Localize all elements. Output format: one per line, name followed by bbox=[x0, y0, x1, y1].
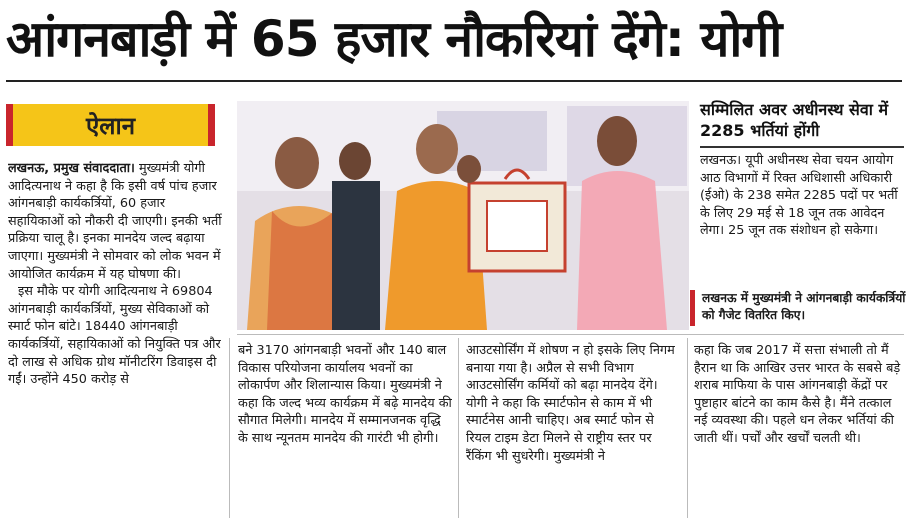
col1-para2: इस मौके पर योगी आदित्यनाथ ने 69804 आंगनबाड़ी कार्यकर्त्रियों, मुख्य सेविकाओं को स्मार्ट फोन बांटे। 18440 आंगनबाड़ी कार्यकर्त्रियों, सहायिकाओं को नियुक्ति पत्र और दो लाख से अधिक ग्रोथ मॉनीटरिंग डिवाइस दी गईं। उन्होंने 450 करोड़ से bbox=[8, 284, 221, 388]
sidebar-body bbox=[700, 152, 904, 282]
column-divider-2 bbox=[458, 338, 459, 518]
article-column-1 bbox=[8, 160, 224, 520]
col3-text: आउटसोर्सिंग में शोषण न हो इसके लिए निगम बनाया गया है। अप्रैल से सभी विभाग आउटसोर्सिंग कर्मियों को बढ़ा मानदेय देंगे। योगी ने कहा कि स्मार्टफोन से काम में भी स्मार्टनेस आनी चाहिए। अब स्मार्ट फोन से रियल टाइम डेटा मिलने से राष्ट्रीय स्तर पर रैंकिंग भी सुधरेगी। मुख्यमंत्री ने bbox=[466, 343, 675, 464]
photo-illustration bbox=[237, 101, 689, 330]
byline: लखनऊ, प्रमुख संवाददाता। bbox=[8, 161, 135, 176]
column-divider-1 bbox=[229, 338, 230, 518]
tag-left-bar bbox=[6, 104, 13, 146]
announcement-tag bbox=[8, 104, 213, 146]
col2-text: बने 3170 आंगनबाड़ी भवनों और 140 बाल विकास परियोजना कार्यालय भवनों का लोकार्पण और शिलान्यास किया। मुख्यमंत्री ने कहा कि जल्द भव्य कार्यक्रम में बढ़े मानदेय की सौगात मिलेगी। मानदेय में सम्मानजनक वृद्धि के साथ न्यूनतम मानदेय की गारंटी भी होगी। bbox=[238, 343, 452, 446]
headline-rule bbox=[6, 80, 902, 82]
column-divider-3 bbox=[687, 338, 688, 518]
sidebar-title: सम्मिलित अवर अधीनस्थ सेवा में 2285 भर्तियां होंगी bbox=[700, 100, 889, 140]
photo-caption: लखनऊ में मुख्यमंत्री ने आंगनबाड़ी कार्यकर्त्रियों को गैजेट वितरित किए। bbox=[690, 290, 908, 326]
article-column-4 bbox=[694, 342, 904, 518]
news-photo bbox=[237, 101, 689, 330]
article-column-3 bbox=[466, 342, 680, 518]
sidebar-text: लखनऊ। यूपी अधीनस्थ सेवा चयन आयोग आठ विभागों में रिक्त अधिशासी अधिकारी (ईओ) के 238 समेत 2285 पदों पर भर्ती के लिए 29 मई से 18 जून तक आवेदन लेगा। 25 जून तक संशोधन हो सकेगा। bbox=[700, 153, 898, 239]
col4-text: कहा कि जब 2017 में सत्ता संभाली तो मैं हैरान था कि आखिर उत्तर भारत के सबसे बड़े शराब माफिया के पास आंगनबाड़ी केंद्रों पर पुष्टाहार बांटने का काम कैसे है। मैंने तत्काल नई व्यवस्था की। पहले धन लेकर भर्तियां की जाती थीं। पर्चों और खर्चों चलती थी। bbox=[694, 343, 901, 446]
col1-para1: मुख्यमंत्री योगी आदित्यनाथ ने कहा है कि इसी वर्ष पांच हजार आंगनबाड़ी कार्यकर्त्रियों, 60 हजार सहायिकाओं को नौकरी दी जाएगी। इनकी भर्ती प्रक्रिया चालू है। इनका मानदेय जल्द बढ़ाया जाएगा। मुख्यमंत्री ने सोमवार को लोक भवन में आयोजित कार्यक्रम में यह घोषणा की। bbox=[8, 161, 222, 282]
sidebar-rule bbox=[700, 146, 904, 148]
photo-bottom-rule bbox=[237, 334, 904, 335]
headline: आंगनबाड़ी में 65 हजार नौकरियां देंगे: योगी bbox=[6, 10, 782, 68]
tag-right-bar bbox=[208, 104, 215, 146]
article-column-2 bbox=[238, 342, 452, 518]
tag-label: ऐलान bbox=[85, 111, 136, 140]
